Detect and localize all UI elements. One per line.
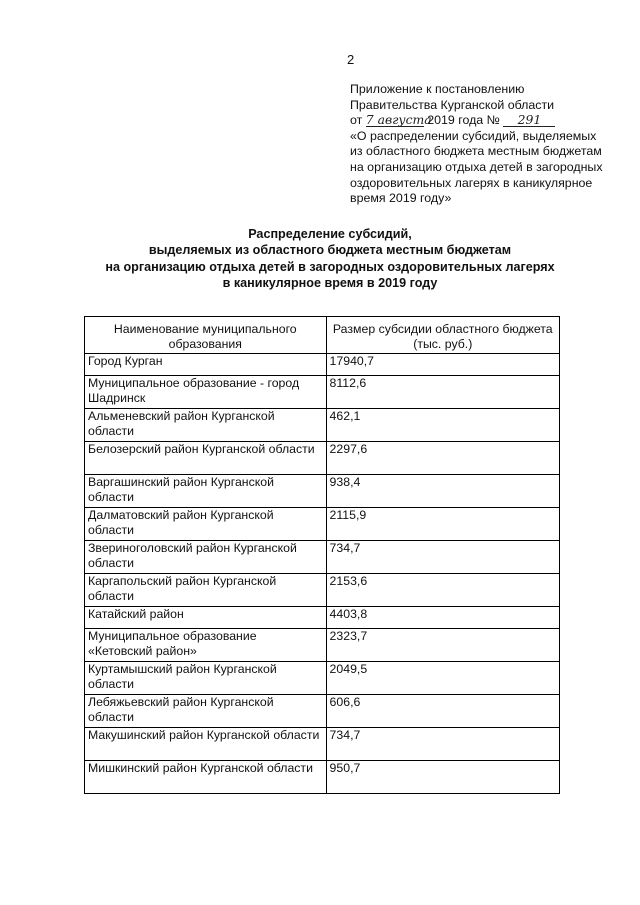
subsidy-value: 2297,6 (326, 442, 559, 475)
municipality-name: Мишкинский район Курганской области (85, 761, 327, 794)
appendix-quote-line: на организацию отдыха детей в загородных (350, 159, 603, 174)
appendix-line-2: Правительства Курганской области (350, 97, 555, 112)
municipality-name: Лебяжьевский район Курганской области (85, 695, 327, 728)
municipality-name: Куртамышский район Курганской области (85, 662, 327, 695)
table-row (85, 574, 560, 607)
handwritten-date: 7 августа (365, 112, 432, 128)
appendix-quote-line: оздоровительных лагерях в каникулярное (350, 175, 593, 190)
title-line: Распределение субсидий, (248, 227, 412, 241)
appendix-line-1: Приложение к постановлению (350, 82, 525, 96)
appendix-quote-line: из областного бюджета местным бюджетам (350, 144, 602, 159)
page-number: 2 (347, 52, 355, 67)
subsidy-value: 950,7 (326, 761, 559, 794)
table-row (85, 541, 560, 574)
municipality-name: Муниципальное образование «Кетовский район» (85, 629, 327, 662)
table-row (85, 662, 560, 695)
table-row (85, 475, 560, 508)
table-row (85, 695, 560, 728)
municipality-name: Звериноголовский район Курганской области (85, 541, 327, 574)
municipality-name: Катайский район (85, 607, 327, 629)
subsidy-value: 2049,5 (326, 662, 559, 695)
table-row (85, 607, 560, 629)
table-row (85, 376, 560, 409)
subsidy-value: 17940,7 (326, 354, 559, 376)
municipality-name: Варгашинский район Курганской области (85, 475, 327, 508)
from-label: от (350, 113, 363, 128)
municipality-name: Белозерский район Курганской области (85, 442, 327, 475)
title-line: в каникулярное время в 2019 году (222, 276, 438, 291)
title-line: на организацию отдыха детей в загородных оздоровительных лагерях (105, 259, 555, 274)
table-row (85, 354, 560, 376)
subsidy-value: 734,7 (326, 728, 559, 761)
municipality-name: Альменевский район Курганской области (85, 409, 327, 442)
subsidy-value: 2115,9 (326, 508, 559, 541)
municipality-name: Город Курган (85, 354, 327, 376)
handwritten-number: 291 (503, 113, 555, 127)
table-row (85, 409, 560, 442)
municipality-name: Муниципальное образование - город Шадринск (85, 376, 327, 409)
document-title (40, 226, 620, 292)
header-municipality: Наименование муниципального образования (85, 317, 327, 354)
subsidy-value: 4403,8 (326, 607, 559, 629)
subsidy-value: 8112,6 (326, 376, 559, 409)
municipality-name: Макушинский район Курганской области (85, 728, 327, 761)
appendix-quote-line: время 2019 году» (350, 191, 452, 206)
header-subsidy-amount: Размер субсидии областного бюджета (тыс. руб.) (326, 317, 559, 354)
subsidy-value: 462,1 (326, 409, 559, 442)
table-row (85, 761, 560, 794)
subsidy-value: 2323,7 (326, 629, 559, 662)
table-header-row (85, 317, 560, 354)
subsidy-table (84, 316, 560, 794)
municipality-name: Каргапольский район Курганской области (85, 574, 327, 607)
municipality-name: Далматовский район Курганской области (85, 508, 327, 541)
appendix-date-line (350, 113, 622, 129)
subsidy-value: 606,6 (326, 695, 559, 728)
table-row (85, 508, 560, 541)
subsidy-value: 2153,6 (326, 574, 559, 607)
table-row (85, 629, 560, 662)
table-row (85, 442, 560, 475)
appendix-quote-line: «О распределении субсидий, выделяемых (350, 128, 597, 143)
year-text: 2019 года № (427, 113, 500, 128)
table-row (85, 728, 560, 761)
subsidy-value: 734,7 (326, 541, 559, 574)
title-line: выделяемых из областного бюджета местным бюджетам (148, 243, 512, 258)
subsidy-value: 938,4 (326, 475, 559, 508)
appendix-block (350, 82, 622, 207)
